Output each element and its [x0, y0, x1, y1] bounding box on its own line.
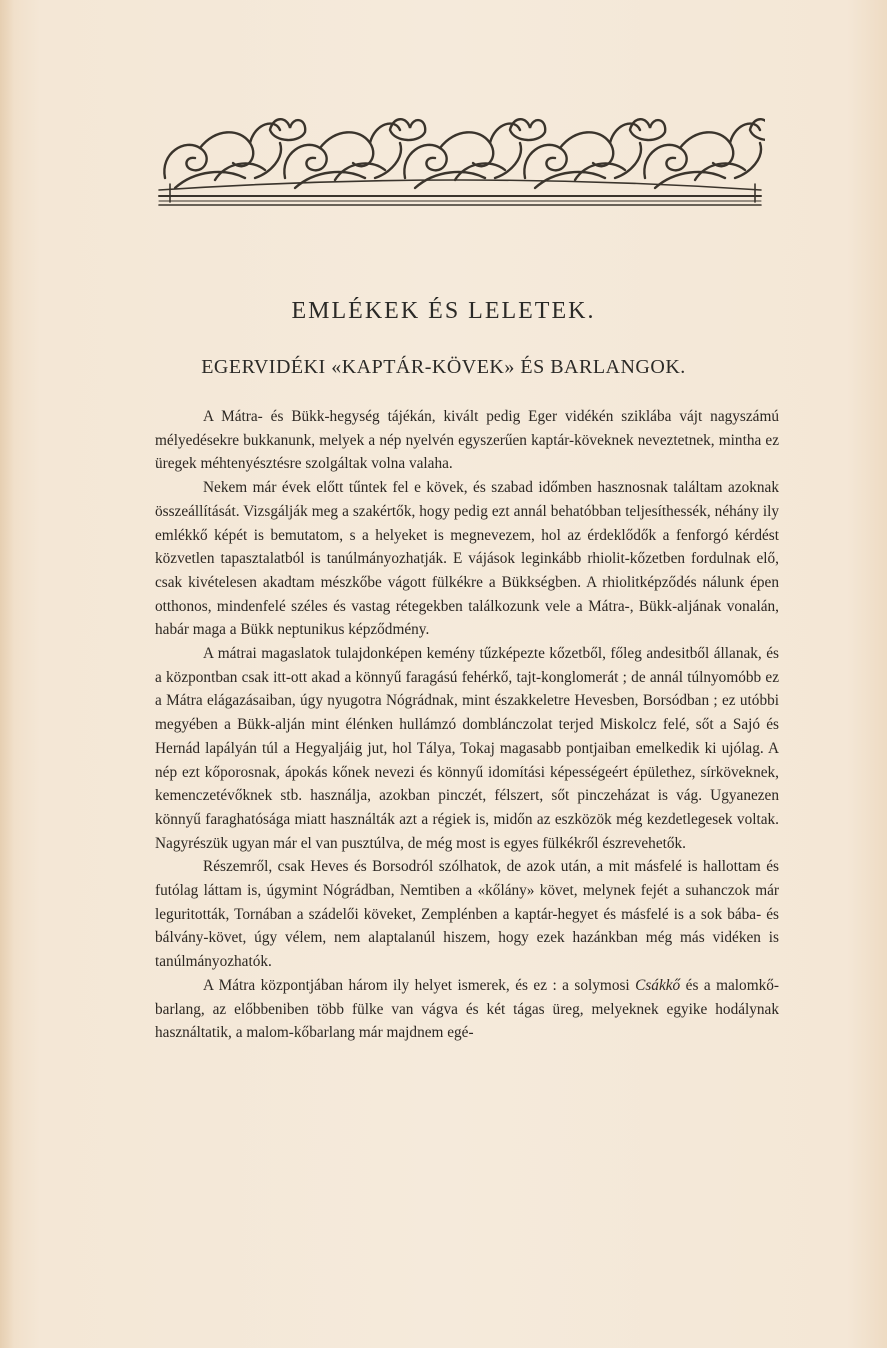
- paragraph-text: és a malomkő-barlang, az előbbeniben több fülke van vágva és két tágas üreg, melyeknek egyike hodálynak használtatik, a malom-kőbarlang már majdnem egé-: [155, 976, 779, 1042]
- paragraph: A mátrai magaslatok tulajdonképen kemény tűzképezte kőzetből, főleg andesitből állanak, és a központban csak itt-ott akad a könnyű faragású fehérkő, tajt-konglomerát ; de annál túlnyomóbb ez a Mátra elágazásaiban, úgy nyugotra Nógrádnak, mint északkeletre Hevesben, Borsódban ; ez utóbbi megyében a Bükk-alján mint élénken hullámzó domblánczolat terjed Miskolcz felé, sőt a Sajó és Hernád lapályán túl a Hegyaljáig jut, hol Tálya, Tokaj magasabb pontjaiban emelkedik ki ujólag. A nép ezt kőporosnak, ápokás kőnek nevezi és könnyű idomítási képességeért épülethez, sírköveknek, kemenczetévőknek stb. használja, azokban pinczét, félszert, sőt pinczeházat is vág. Ugyanezen könnyű faraghatósága miatt használták azt a régiek is, midőn az eszközök még kezdetlegesek voltak. Nagyrészük ugyan már el van pusztúlva, de még most is egyes fülkékről észrevehetők.: [155, 645, 779, 852]
- paragraph: A Mátra- és Bükk-hegység tájékán, kivált pedig Eger vidékén sziklába vájt nagyszámú mélyedésekre bukkanunk, melyek a nép nyelvén egyszerűen kaptár-köveknek neveztetnek, mintha ez üregek méhtenyésztésre szolgáltak volna valaha.: [155, 408, 779, 473]
- paragraph: Részemről, csak Heves és Borsodról szólhatok, de azok után, a mit másfelé is hallottam és futólag láttam is, úgymint Nógrádban, Nemtiben a «kőlány» követ, melynek fejét a suhanczok már leguritották, Tornában a szádelői köveket, Zemplénben a kaptár-hegyet és másfelé is a sok bába- és bálvány-követ, úgy vélem, nem alaptalanúl hiszem, hogy ezek hazánkban még más vidéken is tanúlmányozhatók.: [155, 858, 779, 971]
- paragraph: [155, 974, 779, 1045]
- page-subtitle: EGERVIDÉKI «KAPTÁR-KÖVEK» ÉS BARLANGOK.: [201, 356, 686, 378]
- page-title: EMLÉKEK ÉS LELETEK.: [291, 298, 596, 324]
- page-edge: [0, 0, 14, 1348]
- floral-header-ornament-icon: [155, 108, 765, 210]
- article-body: [155, 405, 779, 1045]
- paragraph-text: A Mátra központjában három ily helyet ismerek, és ez : a solymosi: [203, 976, 636, 994]
- paragraph: Nekem már évek előtt tűntek fel e kövek, és szabad időmben hasznosnak találtam azoknak összeállítását. Vizsgálják meg a szakértők, hogy pedig ezt annál behatóbban teljesíthessék, néhány ily emlékkő képét is bemutatom, s a helyeket is megnevezem, hol az érdeklődők a fenforgó kérdést közvetlen tapasztalatból is tanúlmányozhatják. E vájások leginkább rhiolit-kőzetben fordulnak elő, csak kivételesen akadtam mészkőbe vágott fülkékre a Bükkségben. A rhiolitképződés nálunk épen otthonos, mindenfelé széles és vastag rétegekben találkozunk vele a Mátra-, Bükk-aljának vonalán, habár maga a Bükk neptunikus képződmény.: [155, 479, 779, 639]
- italic-place-name: Csákkő: [635, 976, 681, 994]
